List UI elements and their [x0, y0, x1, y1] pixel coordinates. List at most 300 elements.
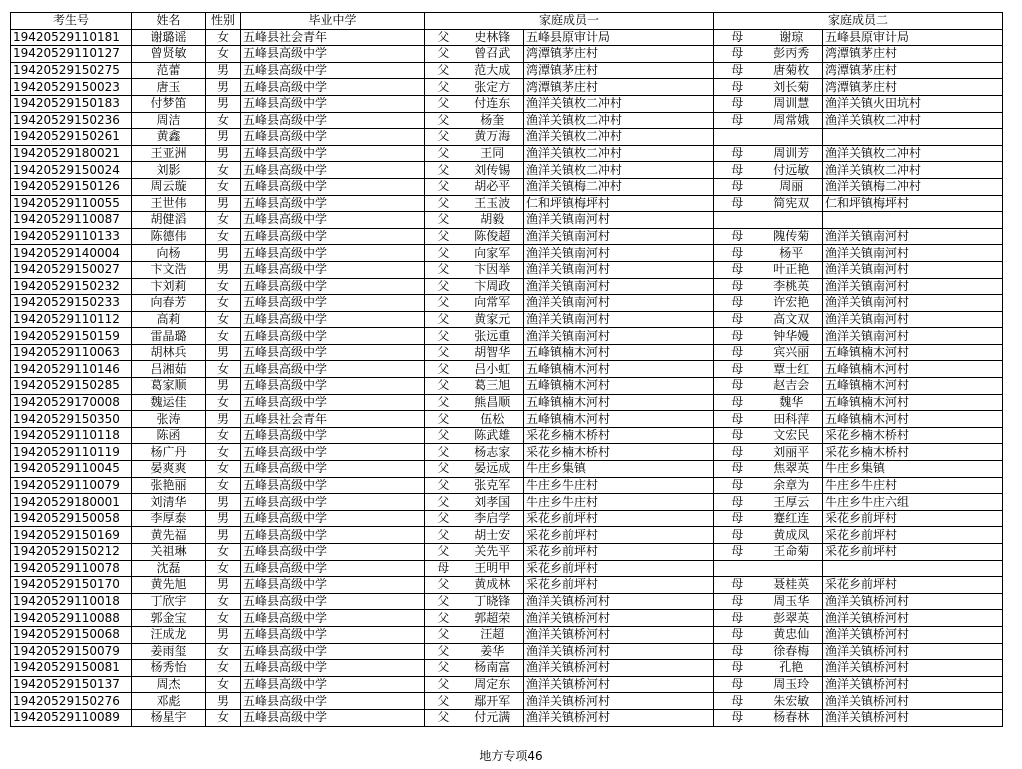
member1-relation-cell: 父: [425, 643, 462, 660]
member1-address-cell: 渔洋关镇南河村: [524, 295, 714, 312]
student-sex-cell: 女: [206, 593, 241, 610]
member2-name-cell: 魏华: [761, 394, 823, 411]
member1-name-cell: 黄万海: [462, 129, 524, 146]
student-sex-cell: 男: [206, 527, 241, 544]
student-id-cell: 19420529110088: [11, 610, 132, 627]
member2-name-cell: 黄忠仙: [761, 626, 823, 643]
student-name-cell: 姜雨玺: [132, 643, 206, 660]
member1-address-cell: 渔洋关镇桥河村: [524, 643, 714, 660]
member2-relation-cell: 母: [714, 311, 761, 328]
student-id-cell: 19420529170008: [11, 394, 132, 411]
member1-name-cell: 张定方: [462, 79, 524, 96]
table-row: [11, 527, 1003, 544]
member1-name-cell: 黄家元: [462, 311, 524, 328]
member2-name-cell: 赵吉会: [761, 378, 823, 395]
member2-address-cell: 渔洋关镇南河村: [823, 261, 1003, 278]
member1-relation-cell: 父: [425, 29, 462, 46]
student-id-cell: 19420529150081: [11, 660, 132, 677]
student-name-cell: 沈磊: [132, 560, 206, 577]
student-id-cell: 19420529110079: [11, 477, 132, 494]
member2-address-cell: 五峰镇楠木河村: [823, 411, 1003, 428]
student-id-cell: 19420529110087: [11, 212, 132, 229]
member2-address-cell: 湾潭镇茅庄村: [823, 62, 1003, 79]
header-id: 考生号: [11, 13, 132, 30]
student-sex-cell: 男: [206, 195, 241, 212]
member2-name-cell: 宾兴丽: [761, 344, 823, 361]
student-sex-cell: 男: [206, 344, 241, 361]
member2-name-cell: 付远敏: [761, 162, 823, 179]
member1-relation-cell: 父: [425, 693, 462, 710]
member1-name-cell: 葛三旭: [462, 378, 524, 395]
student-name-cell: 郭金宝: [132, 610, 206, 627]
member1-relation-cell: 父: [425, 245, 462, 262]
table-row: [11, 145, 1003, 162]
student-id-cell: 19420529180021: [11, 145, 132, 162]
student-sex-cell: 男: [206, 145, 241, 162]
header-name: 姓名: [132, 13, 206, 30]
student-id-cell: 19420529150169: [11, 527, 132, 544]
member1-name-cell: 卞周政: [462, 278, 524, 295]
member2-name-cell: [761, 129, 823, 146]
member2-relation-cell: 母: [714, 593, 761, 610]
member2-relation-cell: 母: [714, 510, 761, 527]
member1-relation-cell: 父: [425, 112, 462, 129]
student-name-cell: 杨秀怡: [132, 660, 206, 677]
member2-relation-cell: 母: [714, 461, 761, 478]
member1-name-cell: 卞因举: [462, 261, 524, 278]
member2-name-cell: 孔艳: [761, 660, 823, 677]
school-cell: 五峰县高级中学: [241, 461, 425, 478]
member2-relation-cell: 母: [714, 228, 761, 245]
student-name-cell: 唐玉: [132, 79, 206, 96]
student-sex-cell: 女: [206, 278, 241, 295]
member2-address-cell: 仁和坪镇梅坪村: [823, 195, 1003, 212]
student-sex-cell: 女: [206, 461, 241, 478]
school-cell: 五峰县高级中学: [241, 477, 425, 494]
member1-name-cell: 吕小虹: [462, 361, 524, 378]
member2-address-cell: 渔洋关镇南河村: [823, 328, 1003, 345]
student-name-cell: 向杨: [132, 245, 206, 262]
student-sex-cell: 女: [206, 394, 241, 411]
member1-name-cell: 付元满: [462, 709, 524, 726]
table-row: [11, 378, 1003, 395]
school-cell: 五峰县高级中学: [241, 145, 425, 162]
student-sex-cell: 男: [206, 693, 241, 710]
table-row: [11, 295, 1003, 312]
student-name-cell: 晏爽爽: [132, 461, 206, 478]
member2-address-cell: 湾潭镇茅庄村: [823, 46, 1003, 63]
member2-name-cell: 王厚云: [761, 494, 823, 511]
student-name-cell: 李厚泰: [132, 510, 206, 527]
table-row: [11, 411, 1003, 428]
student-id-cell: 19420529110045: [11, 461, 132, 478]
student-id-cell: 19420529150236: [11, 112, 132, 129]
member2-address-cell: 五峰县原审计局: [823, 29, 1003, 46]
member1-address-cell: 采花乡前坪村: [524, 544, 714, 561]
member1-address-cell: 五峰镇楠木河村: [524, 394, 714, 411]
school-cell: 五峰县社会青年: [241, 411, 425, 428]
member2-relation-cell: [714, 129, 761, 146]
student-sex-cell: 女: [206, 228, 241, 245]
member2-name-cell: 简宪双: [761, 195, 823, 212]
member1-address-cell: 湾潭镇茅庄村: [524, 79, 714, 96]
member1-address-cell: 五峰县原审计局: [524, 29, 714, 46]
member1-relation-cell: 父: [425, 178, 462, 195]
member2-relation-cell: 母: [714, 626, 761, 643]
school-cell: 五峰县高级中学: [241, 278, 425, 295]
member2-address-cell: 渔洋关镇桥河村: [823, 626, 1003, 643]
member1-relation-cell: 父: [425, 494, 462, 511]
member2-address-cell: 渔洋关镇枚二冲村: [823, 112, 1003, 129]
member1-relation-cell: 父: [425, 378, 462, 395]
member1-address-cell: 渔洋关镇南河村: [524, 311, 714, 328]
table-row: [11, 626, 1003, 643]
member1-relation-cell: 父: [425, 311, 462, 328]
school-cell: 五峰县高级中学: [241, 344, 425, 361]
member2-name-cell: 王命菊: [761, 544, 823, 561]
school-cell: 五峰县高级中学: [241, 593, 425, 610]
member2-address-cell: 牛庄乡牛庄村: [823, 477, 1003, 494]
member2-relation-cell: 母: [714, 29, 761, 46]
student-name-cell: 关祖琳: [132, 544, 206, 561]
member1-address-cell: 牛庄乡集镇: [524, 461, 714, 478]
member1-relation-cell: 父: [425, 510, 462, 527]
student-sex-cell: 女: [206, 610, 241, 627]
member2-address-cell: 牛庄乡牛庄六组: [823, 494, 1003, 511]
member2-address-cell: 五峰镇楠木河村: [823, 344, 1003, 361]
member2-relation-cell: 母: [714, 693, 761, 710]
member1-address-cell: 渔洋关镇桥河村: [524, 660, 714, 677]
student-sex-cell: 女: [206, 178, 241, 195]
table-row: [11, 477, 1003, 494]
member2-relation-cell: 母: [714, 328, 761, 345]
member2-relation-cell: 母: [714, 378, 761, 395]
page-footer: 地方专项46: [479, 749, 543, 763]
member2-name-cell: [761, 212, 823, 229]
school-cell: 五峰县高级中学: [241, 676, 425, 693]
student-name-cell: 刘清华: [132, 494, 206, 511]
school-cell: 五峰县高级中学: [241, 394, 425, 411]
school-cell: 五峰县高级中学: [241, 46, 425, 63]
member1-relation-cell: 父: [425, 344, 462, 361]
table-row: [11, 660, 1003, 677]
member1-relation-cell: 父: [425, 95, 462, 112]
member1-address-cell: 渔洋关镇南河村: [524, 328, 714, 345]
member2-address-cell: 渔洋关镇枚二冲村: [823, 162, 1003, 179]
member2-relation-cell: 母: [714, 145, 761, 162]
member2-relation-cell: 母: [714, 261, 761, 278]
student-name-cell: 黄鑫: [132, 129, 206, 146]
student-id-cell: 19420529110127: [11, 46, 132, 63]
member2-name-cell: 钟华嫚: [761, 328, 823, 345]
header-member2: 家庭成员二: [714, 13, 1003, 30]
member1-relation-cell: 父: [425, 361, 462, 378]
member2-name-cell: 周训慧: [761, 95, 823, 112]
member1-relation-cell: 父: [425, 212, 462, 229]
student-id-cell: 19420529150350: [11, 411, 132, 428]
member1-relation-cell: 父: [425, 660, 462, 677]
member1-name-cell: 张远重: [462, 328, 524, 345]
member2-name-cell: 黄成凤: [761, 527, 823, 544]
student-sex-cell: 女: [206, 212, 241, 229]
member2-address-cell: 采花乡楠木桥村: [823, 427, 1003, 444]
table-row: [11, 577, 1003, 594]
header-school: 毕业中学: [241, 13, 425, 30]
student-name-cell: 王亚洲: [132, 145, 206, 162]
school-cell: 五峰县高级中学: [241, 643, 425, 660]
member1-address-cell: 渔洋关镇枚二冲村: [524, 129, 714, 146]
member2-relation-cell: 母: [714, 394, 761, 411]
school-cell: 五峰县高级中学: [241, 295, 425, 312]
member1-relation-cell: 父: [425, 129, 462, 146]
student-sex-cell: 男: [206, 62, 241, 79]
student-id-cell: 19420529150261: [11, 129, 132, 146]
student-sex-cell: 女: [206, 162, 241, 179]
table-row: [11, 643, 1003, 660]
member1-name-cell: 王同: [462, 145, 524, 162]
member2-name-cell: 隗传菊: [761, 228, 823, 245]
student-sex-cell: 男: [206, 494, 241, 511]
table-row: [11, 311, 1003, 328]
member2-address-cell: 渔洋关镇桥河村: [823, 709, 1003, 726]
member2-relation-cell: 母: [714, 494, 761, 511]
member2-name-cell: 聂桂英: [761, 577, 823, 594]
member1-address-cell: 渔洋关镇南河村: [524, 278, 714, 295]
member1-name-cell: 胡必平: [462, 178, 524, 195]
school-cell: 五峰县高级中学: [241, 626, 425, 643]
student-id-cell: 19420529150233: [11, 295, 132, 312]
member2-name-cell: 高文双: [761, 311, 823, 328]
student-id-cell: 19420529150183: [11, 95, 132, 112]
member2-name-cell: 周训芳: [761, 145, 823, 162]
student-sex-cell: 男: [206, 411, 241, 428]
member1-address-cell: 五峰镇楠木河村: [524, 378, 714, 395]
student-sex-cell: 男: [206, 95, 241, 112]
table-row: [11, 112, 1003, 129]
table-row: [11, 344, 1003, 361]
member1-address-cell: 采花乡前坪村: [524, 560, 714, 577]
table-row: [11, 278, 1003, 295]
student-sex-cell: 女: [206, 112, 241, 129]
student-id-cell: 19420529150170: [11, 577, 132, 594]
student-sex-cell: 女: [206, 477, 241, 494]
student-sex-cell: 女: [206, 361, 241, 378]
member1-relation-cell: 父: [425, 709, 462, 726]
student-id-cell: 19420529110118: [11, 427, 132, 444]
member1-name-cell: 胡士安: [462, 527, 524, 544]
student-sex-cell: 男: [206, 626, 241, 643]
student-sex-cell: 女: [206, 544, 241, 561]
member2-address-cell: 五峰镇楠木河村: [823, 361, 1003, 378]
member2-address-cell: [823, 560, 1003, 577]
member2-relation-cell: 母: [714, 46, 761, 63]
member1-address-cell: 渔洋关镇桥河村: [524, 709, 714, 726]
student-sex-cell: 男: [206, 510, 241, 527]
member2-address-cell: 采花乡楠木桥村: [823, 444, 1003, 461]
student-sex-cell: 女: [206, 676, 241, 693]
table-row: [11, 560, 1003, 577]
member1-name-cell: 杨奎: [462, 112, 524, 129]
table-row: [11, 178, 1003, 195]
member2-address-cell: [823, 129, 1003, 146]
member1-relation-cell: 父: [425, 145, 462, 162]
member1-address-cell: 渔洋关镇桥河村: [524, 610, 714, 627]
member1-address-cell: 渔洋关镇南河村: [524, 261, 714, 278]
student-name-cell: 胡林兵: [132, 344, 206, 361]
student-name-cell: 葛家顺: [132, 378, 206, 395]
student-name-cell: 胡健滔: [132, 212, 206, 229]
member1-address-cell: 采花乡前坪村: [524, 577, 714, 594]
member2-relation-cell: 母: [714, 112, 761, 129]
member1-relation-cell: 父: [425, 461, 462, 478]
student-name-cell: 陈德伟: [132, 228, 206, 245]
student-sex-cell: 女: [206, 295, 241, 312]
member1-name-cell: 张克军: [462, 477, 524, 494]
student-id-cell: 19420529150285: [11, 378, 132, 395]
member1-name-cell: 杨南富: [462, 660, 524, 677]
member2-name-cell: 余章为: [761, 477, 823, 494]
school-cell: 五峰县高级中学: [241, 311, 425, 328]
member2-relation-cell: 母: [714, 610, 761, 627]
student-name-cell: 杨星宇: [132, 709, 206, 726]
member1-name-cell: 向常军: [462, 295, 524, 312]
roster-table: [10, 12, 1003, 727]
member2-name-cell: 徐春梅: [761, 643, 823, 660]
student-name-cell: 魏运佳: [132, 394, 206, 411]
school-cell: 五峰县高级中学: [241, 709, 425, 726]
member1-name-cell: 史林锋: [462, 29, 524, 46]
student-sex-cell: 女: [206, 46, 241, 63]
member1-name-cell: 关先平: [462, 544, 524, 561]
table-row: [11, 494, 1003, 511]
member2-address-cell: 牛庄乡集镇: [823, 461, 1003, 478]
member2-name-cell: 叶正艳: [761, 261, 823, 278]
student-id-cell: 19420529110146: [11, 361, 132, 378]
student-id-cell: 19420529150079: [11, 643, 132, 660]
table-row: [11, 245, 1003, 262]
student-id-cell: 19420529110112: [11, 311, 132, 328]
school-cell: 五峰县高级中学: [241, 129, 425, 146]
member2-name-cell: 周常娥: [761, 112, 823, 129]
member1-name-cell: 周定东: [462, 676, 524, 693]
student-name-cell: 周洁: [132, 112, 206, 129]
table-row: [11, 46, 1003, 63]
school-cell: 五峰县高级中学: [241, 62, 425, 79]
member1-name-cell: 刘孝国: [462, 494, 524, 511]
member2-name-cell: 许宏艳: [761, 295, 823, 312]
table-row: [11, 212, 1003, 229]
member2-address-cell: 采花乡前坪村: [823, 577, 1003, 594]
member2-relation-cell: 母: [714, 245, 761, 262]
member1-relation-cell: 父: [425, 195, 462, 212]
member1-relation-cell: 父: [425, 626, 462, 643]
member1-address-cell: 湾潭镇茅庄村: [524, 46, 714, 63]
member1-relation-cell: 父: [425, 261, 462, 278]
member1-address-cell: 五峰镇楠木河村: [524, 361, 714, 378]
member1-address-cell: 采花乡前坪村: [524, 527, 714, 544]
member1-relation-cell: 父: [425, 610, 462, 627]
member1-relation-cell: 父: [425, 394, 462, 411]
member1-name-cell: 胡智华: [462, 344, 524, 361]
member1-name-cell: 晏远成: [462, 461, 524, 478]
member2-relation-cell: 母: [714, 344, 761, 361]
member2-relation-cell: [714, 560, 761, 577]
member1-name-cell: 陈俊超: [462, 228, 524, 245]
student-sex-cell: 女: [206, 444, 241, 461]
member2-relation-cell: 母: [714, 278, 761, 295]
school-cell: 五峰县高级中学: [241, 178, 425, 195]
member1-address-cell: 渔洋关镇南河村: [524, 212, 714, 229]
member2-name-cell: 谢琼: [761, 29, 823, 46]
student-sex-cell: 女: [206, 560, 241, 577]
member2-relation-cell: 母: [714, 411, 761, 428]
school-cell: 五峰县高级中学: [241, 112, 425, 129]
table-body: [11, 29, 1003, 726]
student-name-cell: 吕湘茹: [132, 361, 206, 378]
header-sex: 性别: [206, 13, 241, 30]
student-sex-cell: 男: [206, 245, 241, 262]
student-id-cell: 19420529110055: [11, 195, 132, 212]
member2-name-cell: 朱宏敏: [761, 693, 823, 710]
table-row: [11, 95, 1003, 112]
member2-name-cell: 周丽: [761, 178, 823, 195]
student-id-cell: 19420529150027: [11, 261, 132, 278]
student-sex-cell: 男: [206, 79, 241, 96]
member2-address-cell: [823, 212, 1003, 229]
member1-name-cell: 刘传锡: [462, 162, 524, 179]
member1-relation-cell: 父: [425, 328, 462, 345]
member1-name-cell: 范大成: [462, 62, 524, 79]
member1-address-cell: 五峰镇楠木河村: [524, 411, 714, 428]
member1-address-cell: 渔洋关镇南河村: [524, 245, 714, 262]
student-name-cell: 丁欣宇: [132, 593, 206, 610]
member2-name-cell: 彭翠英: [761, 610, 823, 627]
student-sex-cell: 女: [206, 643, 241, 660]
student-sex-cell: 男: [206, 378, 241, 395]
table-row: [11, 228, 1003, 245]
student-id-cell: 19420529150276: [11, 693, 132, 710]
student-name-cell: 张艳丽: [132, 477, 206, 494]
member2-relation-cell: 母: [714, 643, 761, 660]
student-id-cell: 19420529110119: [11, 444, 132, 461]
member1-relation-cell: 父: [425, 278, 462, 295]
member1-address-cell: 渔洋关镇南河村: [524, 228, 714, 245]
member2-name-cell: 刘丽平: [761, 444, 823, 461]
school-cell: 五峰县社会青年: [241, 29, 425, 46]
member2-relation-cell: 母: [714, 577, 761, 594]
school-cell: 五峰县高级中学: [241, 261, 425, 278]
member1-name-cell: 王玉波: [462, 195, 524, 212]
member1-address-cell: 仁和坪镇梅坪村: [524, 195, 714, 212]
student-id-cell: 19420529150023: [11, 79, 132, 96]
student-name-cell: 周云璇: [132, 178, 206, 195]
student-id-cell: 19420529150212: [11, 544, 132, 561]
table-row: [11, 361, 1003, 378]
student-id-cell: 19420529150126: [11, 178, 132, 195]
member2-relation-cell: [714, 212, 761, 229]
school-cell: 五峰县高级中学: [241, 79, 425, 96]
member1-address-cell: 采花乡楠木桥村: [524, 444, 714, 461]
member2-address-cell: 渔洋关镇桥河村: [823, 593, 1003, 610]
member2-address-cell: 渔洋关镇火田坑村: [823, 95, 1003, 112]
student-name-cell: 卞文浩: [132, 261, 206, 278]
table-row: [11, 261, 1003, 278]
member2-address-cell: 五峰镇楠木河村: [823, 378, 1003, 395]
school-cell: 五峰县高级中学: [241, 560, 425, 577]
student-name-cell: 高莉: [132, 311, 206, 328]
student-sex-cell: 男: [206, 261, 241, 278]
member2-name-cell: 文宏民: [761, 427, 823, 444]
